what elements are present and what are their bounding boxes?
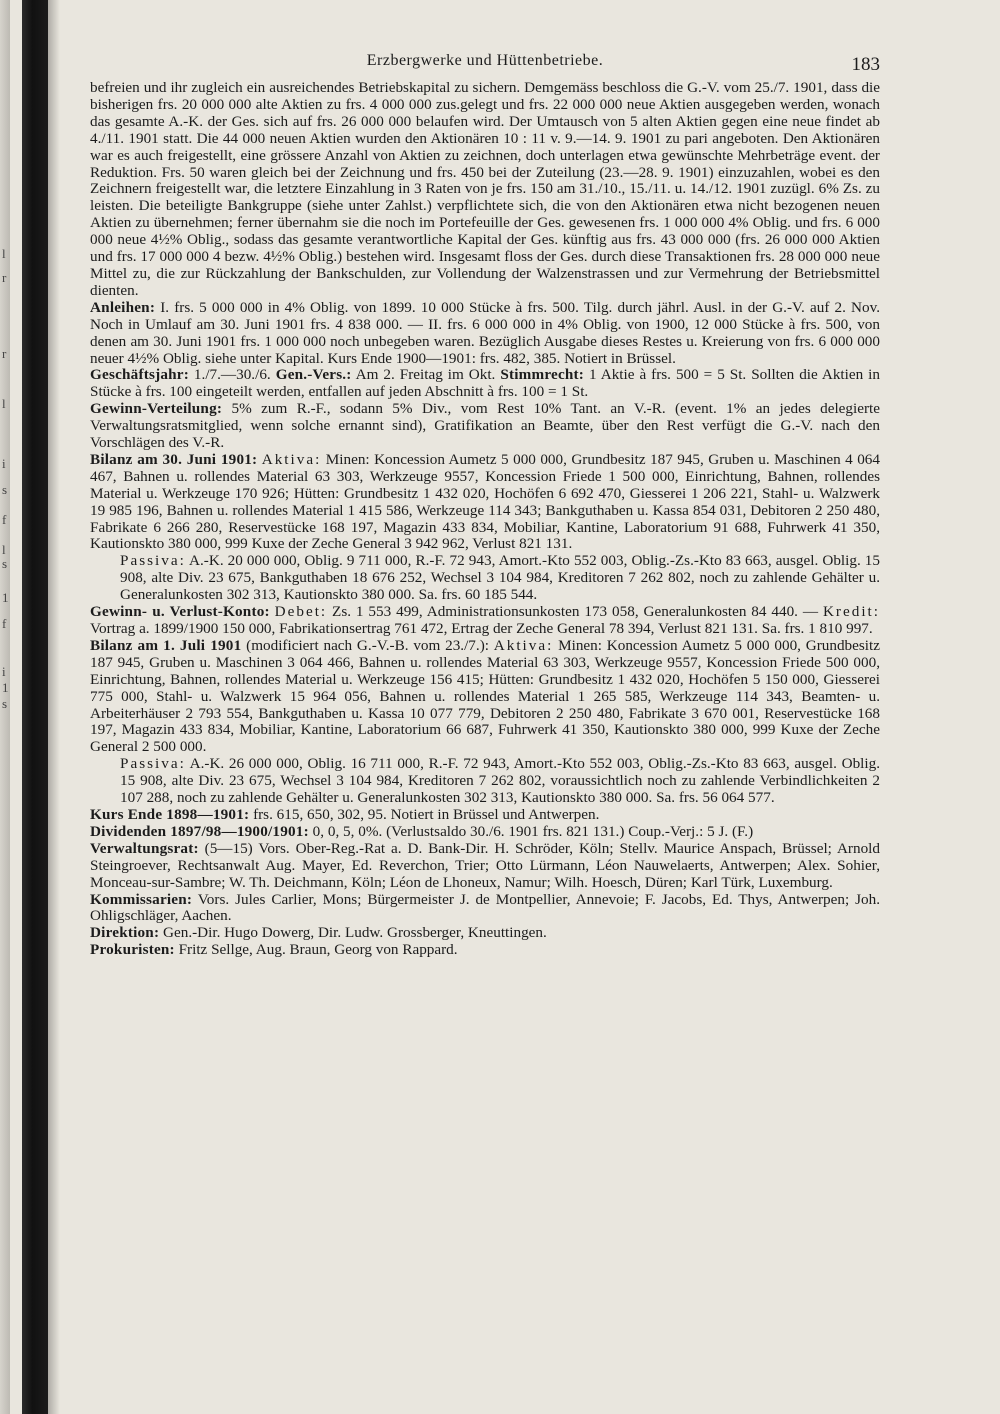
paragraph-dividenden: [90, 824, 880, 841]
paragraph-text: A.-K. 26 000 000, Oblig. 16 711 000, R.-F. 72 943, Amort.-Kto 552 003, Oblig.-Zs.-Kto 83 663, ausgel. Oblig. 15 908, alte Div. 23 675, Wechsel 3 104 984, Kreditoren 7 262 802, voraussichtlich noch zu zahlende Verbindlichkeiten 2 107 288, noch zu zahlende Gehälter u. Generalunkosten 302 313, Kautionskto 380 000. Sa. frs. 56 064 577.: [120, 755, 880, 807]
paragraph-verwaltungsrat: [90, 841, 880, 892]
paragraph-text: Am 2. Freitag im Okt.: [351, 366, 501, 384]
margin-char: f: [2, 616, 7, 631]
paragraph-bilanz-juli-passiva: [90, 756, 880, 807]
paragraph-text: I. frs. 5 000 000 in 4% Oblig. von 1899. 10 000 Stücke à frs. 500. Tilg. durch jährl. Ausl. in der G.-V. auf 2. Nov. Noch in Umlauf am 30. Juni 1901 frs. 4 838 000. — II. frs. 6 000 000 in 4% Oblig. von 1900, 12 000 Stücke à frs. 500, von denen am 30. Juni 1901 frs. 1 000 000 noch unbegeben waren. Bezüglich Ausgabe dieses Restes u. Kreierung von frs. 6 000 000 neuer 4½% Oblig. siehe unter Kapital. Kurs Ende 1900—1901: frs. 482, 385. Notiert in Brüssel.: [90, 298, 880, 367]
section-label: Prokuristen:: [90, 941, 175, 959]
margin-char: s: [2, 696, 8, 711]
paragraph-text: (modificiert nach G.-V.-B. vom 23./7.):: [241, 636, 494, 654]
paragraph-gewinn-verlust: [90, 604, 880, 638]
margin-char: l: [2, 396, 6, 411]
spaced-label: Aktiva:: [261, 450, 322, 468]
paragraph-text: (5—15) Vors. Ober-Reg.-Rat a. D. Bank-Dir. H. Schröder, Köln; Stellv. Maurice Anspach, Brüssel; Arnold Steingroever, Rechtsanwalt Aug. Mayer, Ed. Reverchon, Trier; Otto Lürmann, Léon Nauwelaerts, Antwerpen; Alex. Sohier, Monceau-sur-Sambre; W. Th. Deichmann, Köln; Léon de Lhoneux, Namur; Wilh. Hoesch, Düren; Karl Türk, Luxemburg.: [90, 839, 880, 891]
spaced-label: Aktiva:: [493, 636, 554, 654]
section-label: Gewinn- u. Verlust-Konto:: [90, 603, 270, 621]
section-label: Kommissarien:: [90, 890, 193, 908]
running-head: Erzbergwerke und Hüttenbetriebe.: [366, 52, 604, 69]
margin-char: f: [2, 512, 7, 527]
margin-char: l: [2, 542, 6, 557]
paragraph-gewinn-verteilung: [90, 401, 880, 452]
spaced-label: Debet:: [274, 603, 328, 621]
paragraph-text: 1./7.—30./6.: [188, 366, 276, 384]
page-number: 183: [851, 54, 880, 75]
section-label: Gewinn-Verteilung:: [90, 400, 223, 418]
body-text: [90, 80, 880, 959]
paragraph-bilanz-1901-passiva: [90, 553, 880, 604]
paragraph-capital: [90, 80, 880, 300]
paragraph-text: Gen.-Dir. Hugo Dowerg, Dir. Ludw. Grossberger, Kneuttingen.: [159, 924, 547, 942]
margin-char: s: [2, 482, 8, 497]
margin-characters: [0, 0, 12, 1414]
paragraph-text: 1 Aktie à frs. 500 = 5 St. Sollten die Aktien in Stücke à frs. 100 eingeteilt werden, entfallen auf jeden Abschnitt à frs. 100 = 1 St.: [90, 366, 880, 401]
margin-char: s: [2, 556, 8, 571]
section-label: Bilanz am 30. Juni 1901:: [90, 450, 258, 468]
spaced-label: Passiva:: [120, 755, 186, 773]
paragraph-text: A.-K. 20 000 000, Oblig. 9 711 000, R.-F. 72 943, Amort.-Kto 552 003, Oblig.-Zs.-Kto 83 663, ausgel. Oblig. 15 908, alte Div. 23 675, Bankguthaben 18 676 252, Wechsel 3 104 984, Kreditoren 7 262 802, noch zu zahlende Gehälter u. Generalunkosten 302 313, Kautionskto 380 000. Sa. frs. 60 185 544.: [120, 552, 880, 604]
section-label: Kurs Ende 1898—1901:: [90, 805, 250, 823]
section-label: Dividenden 1897/98—1900/1901:: [90, 822, 309, 840]
section-label: Bilanz am 1. Juli 1901: [90, 636, 242, 654]
paragraph-bilanz-juli-aktiva: [90, 638, 880, 756]
section-label: Verwaltungsrat:: [90, 839, 199, 857]
margin-char: 1: [2, 680, 9, 695]
paragraph-geschaeftsjahr: [90, 367, 880, 401]
section-label: Anleihen:: [90, 298, 156, 316]
paragraph-prokuristen: [90, 942, 880, 959]
margin-char: i: [2, 664, 6, 679]
section-label: Geschäftsjahr:: [90, 366, 189, 384]
margin-char: i: [2, 456, 6, 471]
margin-char: r: [2, 346, 7, 361]
margin-char: 1: [2, 590, 9, 605]
page-header: [90, 46, 880, 80]
spaced-label: Kredit:: [822, 603, 880, 621]
binding-shadow: [48, 0, 60, 1414]
paragraph-text: Vortrag a. 1899/1900 150 000, Fabrikationsertrag 761 472, Ertrag der Zeche General 78 394, Verlust 821 131. Sa. frs. 1 810 997.: [90, 620, 873, 637]
paragraph-direktion: [90, 925, 880, 942]
paragraph-text: Minen: Koncession Aumetz 5 000 000, Grundbesitz 187 945, Gruben u. Maschinen 4 064 467, Bahnen u. rollendes Material 63 303, Werkzeuge 9557, Koncession Friede 1 500 000, Einrichtung, Bahnen, rollendes Material u. Werkzeuge 170 926; Hütten: Grundbesitz 1 432 020, Hochöfen 6 692 470, Giesserei 1 206 221, Stahl- u. Walzwerk 19 985 196, Bahnen u. rollendes Material 1 415 586, Werkzeuge 114 343; Bankguthaben u. Kassa 854 031, Debitoren 2 250 480, Fabrikate 6 266 280, Reservestücke 168 197, Magazin 433 834, Mobiliar, Kantine, Laboratorium 91 688, Fuhrwerk 41 350, Kautionskto 380 000, 999 Kuxe der Zeche General 3 942 962, Verlust 821 131.: [90, 450, 880, 553]
paragraph-bilanz-1901-aktiva: [90, 452, 880, 553]
paragraph-kurs: [90, 807, 880, 824]
book-binding: [22, 0, 48, 1414]
section-label: Direktion:: [90, 924, 160, 942]
section-label: Stimmrecht:: [500, 366, 585, 384]
paragraph-text: befreien und ihr zugleich ein ausreichendes Betriebskapital zu sichern. Demgemäss beschloss die G.-V. vom 25./7. 1901, dass die bisherigen frs. 20 000 000 alte Aktien zu frs. 4 000 000 zus.gelegt und frs. 22 000 000 neue Aktien ausgegeben werden, wonach das gesamte A.-K. der Ges. sich auf frs. 26 000 000 belaufen wird. Der Umtausch von 5 alten Aktien gegen eine neue findet ab 4./11. 1901 statt. Die 44 000 neuen Aktien wurden den Aktionären 10 : 11 v. 9.—14. 9. 1901 zu pari angeboten. Den Aktionären war es auch freigestellt, eine grössere Anzahl von Aktien zu zeichnen, doch unterlagen etwa gewünschte Mehrbeträge event. der Reduktion. Frs. 50 waren gleich bei der Zeichnung und frs. 450 bei der Zuteilung (23.—28. 9. 1901) einzuzahlen, wobei es den Zeichnern freigestellt war, die letztere Einzahlung in 3 Raten von je frs. 150 am 31./10., 15./11. u. 14./12. 1901 zuzügl. 6% Zs. zu leisten. Die beteiligte Bankgruppe (siehe unter Zahlst.) verpflichtete sich, die von den Aktionären etwa nicht bezogenen neuen Aktien zu übernehmen; ferner übernahm sie die noch im Portefeuille der Ges. gewesenen frs. 1 000 000 4% Oblig. und frs. 6 000 000 neue 4½% Oblig., sodass das gesamte verantwortliche Kapital der Ges. künftig aus frs. 43 000 000 (frs. 26 000 000 Aktien und frs. 17 000 000 4 bezw. 4½% Oblig.) bestehen wird. Insgesamt floss der Ges. durch diese Transaktionen frs. 28 000 000 neue Mittel zu, die zur Rückzahlung der Bankschulden, zur Vollendung der Walzenstrassen und zur Vermehrung der Betriebsmittel dienten.: [90, 79, 880, 299]
paragraph-anleihen: [90, 300, 880, 368]
paragraph-text: Zs. 1 553 499, Administrationsunkosten 173 058, Generalunkosten 84 440. —: [327, 603, 823, 621]
margin-char: r: [2, 270, 7, 285]
margin-char: l: [2, 246, 6, 261]
paragraph-text: frs. 615, 650, 302, 95. Notiert in Brüssel und Antwerpen.: [249, 805, 600, 823]
paragraph-text: Fritz Sellge, Aug. Braun, Georg von Rappard.: [174, 941, 458, 959]
document-page: [90, 46, 880, 959]
paragraph-text: 5% zum R.-F., sodann 5% Div., vom Rest 10% Tant. an V.-R. (event. 1% an jedes delegierte Verwaltungsratsmitglied, wenn solche ernannt sind), Gratifikation an Beamte, über den Rest verfügt die G.-V. nach den Vorschlägen des V.-R.: [90, 400, 880, 452]
paragraph-kommissarien: [90, 892, 880, 926]
spaced-label: Passiva:: [120, 552, 186, 570]
paragraph-text: 0, 0, 5, 0%. (Verlustsaldo 30./6. 1901 frs. 821 131.) Coup.-Verj.: 5 J. (F.): [308, 822, 754, 840]
paragraph-text: Minen: Koncession Aumetz 5 000 000, Grundbesitz 187 945, Gruben u. Maschinen 3 064 466, Bahnen u. rollendes Material 63 303, Werkzeuge 9557, Koncession Friede 500 000, Einrichtung, Bahnen, rollendes Material u. Werkzeuge 156 415; Hütten: Grundbesitz 1 432 020, Hochöfen 5 150 000, Giesserei 775 000, Stahl- u. Walzwerk 15 964 056, Bahnen u. rollendes Material 1 265 585, Werkzeuge 114 343, Beamten- u. Arbeiterhäuser 2 793 554, Bankguthaben u. Kassa 10 077 779, Debitoren 2 250 480, Fabrikate 3 670 001, Reservestücke 168 197, Magazin 433 834, Mobiliar, Kantine, Laboratorium 66 687, Fuhrwerk 41 350, Kautionskto 380 000, 999 Kuxe der Zeche General 2 500 000.: [90, 636, 880, 756]
paragraph-text: Vors. Jules Carlier, Mons; Bürgermeister J. de Montpellier, Annevoie; F. Jacobs, Ed. Thys, Antwerpen; Joh. Ohligschläger, Aachen.: [90, 890, 880, 925]
section-label: Gen.-Vers.:: [275, 366, 352, 384]
